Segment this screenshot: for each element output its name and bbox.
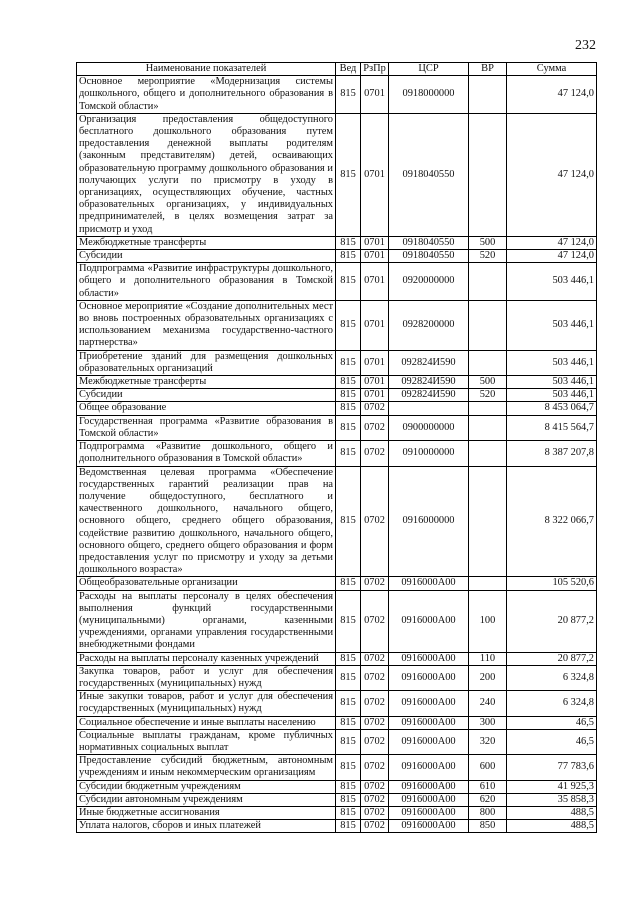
cell-csr: 0916000А00	[389, 691, 469, 716]
cell-vr: 520	[469, 389, 507, 402]
cell-ved: 815	[336, 755, 361, 780]
cell-ved: 815	[336, 665, 361, 690]
cell-vr	[469, 441, 507, 466]
cell-ved: 815	[336, 716, 361, 729]
cell-vr	[469, 76, 507, 114]
cell-sum: 41 925,3	[507, 780, 597, 793]
cell-ved: 815	[336, 806, 361, 819]
table-row	[77, 716, 597, 729]
table-row	[77, 806, 597, 819]
cell-sum: 35 858,3	[507, 793, 597, 806]
table-header	[77, 63, 597, 76]
cell-name: Межбюджетные трансферты	[77, 376, 336, 389]
cell-csr	[389, 402, 469, 415]
cell-ved: 815	[336, 577, 361, 590]
header-row	[77, 63, 597, 76]
cell-csr: 092824И590	[389, 376, 469, 389]
cell-name: Основное мероприятие «Создание дополнительных мест во вновь построенных образовательных организациях с использованием механизма государственно-частного партнерства»	[77, 300, 336, 350]
cell-vr	[469, 113, 507, 236]
cell-sum: 20 877,2	[507, 590, 597, 652]
table-row	[77, 402, 597, 415]
cell-csr: 0916000А00	[389, 820, 469, 833]
table-row	[77, 793, 597, 806]
cell-csr: 0916000А00	[389, 652, 469, 665]
cell-sum: 503 446,1	[507, 350, 597, 375]
cell-sum: 47 124,0	[507, 76, 597, 114]
cell-rzpr: 0702	[361, 652, 389, 665]
cell-ved: 815	[336, 402, 361, 415]
cell-sum: 47 124,0	[507, 236, 597, 249]
cell-rzpr: 0702	[361, 665, 389, 690]
cell-name: Организация предоставления общедоступного бесплатного дошкольного образования путем предоставления денежной выплаты родителям (законным представителям) детей, осваивающих образовательную программу дошкольного образования и получающих услуги по присмотру в уходу в организациях, осуществляющих обучение, частных образовательных организациях, у индивидуальных предпринимателей, в целях возмещения затрат за присмотр и уход	[77, 113, 336, 236]
cell-rzpr: 0702	[361, 729, 389, 754]
cell-csr: 0916000А00	[389, 780, 469, 793]
cell-name: Субсидии	[77, 389, 336, 402]
table-row	[77, 466, 597, 577]
cell-ved: 815	[336, 389, 361, 402]
cell-vr: 500	[469, 376, 507, 389]
cell-csr: 0916000А00	[389, 806, 469, 819]
table-row	[77, 652, 597, 665]
cell-name: Субсидии	[77, 250, 336, 263]
table-row	[77, 665, 597, 690]
cell-name: Субсидии автономным учреждениям	[77, 793, 336, 806]
cell-vr: 300	[469, 716, 507, 729]
header-rzpr: РзПр	[361, 63, 389, 76]
cell-name: Закупка товаров, работ и услуг для обеспечения государственных (муниципальных) нужд	[77, 665, 336, 690]
cell-ved: 815	[336, 113, 361, 236]
cell-csr: 0916000А00	[389, 716, 469, 729]
cell-vr: 850	[469, 820, 507, 833]
cell-vr: 320	[469, 729, 507, 754]
cell-csr: 0918040550	[389, 113, 469, 236]
cell-sum: 105 520,6	[507, 577, 597, 590]
cell-ved: 815	[336, 236, 361, 249]
cell-ved: 815	[336, 300, 361, 350]
cell-sum: 47 124,0	[507, 113, 597, 236]
cell-rzpr: 0701	[361, 263, 389, 301]
cell-csr: 0920000000	[389, 263, 469, 301]
header-sum: Сумма	[507, 63, 597, 76]
cell-sum: 488,5	[507, 820, 597, 833]
cell-name: Иные бюджетные ассигнования	[77, 806, 336, 819]
table-row	[77, 263, 597, 301]
cell-sum: 8 322 066,7	[507, 466, 597, 577]
cell-ved: 815	[336, 263, 361, 301]
table-row	[77, 350, 597, 375]
cell-vr	[469, 300, 507, 350]
cell-rzpr: 0701	[361, 113, 389, 236]
cell-rzpr: 0702	[361, 415, 389, 440]
cell-name: Основное мероприятие «Модернизация системы дошкольного, общего и дополнительного образования в Томской области»	[77, 76, 336, 114]
cell-rzpr: 0702	[361, 716, 389, 729]
cell-ved: 815	[336, 376, 361, 389]
cell-name: Предоставление субсидий бюджетным, автономным учреждениям и иным некоммерческим организациям	[77, 755, 336, 780]
cell-csr: 0916000А00	[389, 729, 469, 754]
cell-csr: 0916000А00	[389, 590, 469, 652]
table-row	[77, 415, 597, 440]
cell-rzpr: 0701	[361, 236, 389, 249]
table-row	[77, 76, 597, 114]
cell-sum: 77 783,6	[507, 755, 597, 780]
cell-rzpr: 0701	[361, 300, 389, 350]
cell-rzpr: 0702	[361, 820, 389, 833]
cell-sum: 46,5	[507, 716, 597, 729]
cell-rzpr: 0702	[361, 590, 389, 652]
cell-vr: 610	[469, 780, 507, 793]
cell-csr: 0918040550	[389, 236, 469, 249]
cell-csr: 0918040550	[389, 250, 469, 263]
cell-name: Расходы на выплаты персоналу казенных учреждений	[77, 652, 336, 665]
cell-name: Общее образование	[77, 402, 336, 415]
table-row	[77, 376, 597, 389]
cell-ved: 815	[336, 415, 361, 440]
cell-sum: 6 324,8	[507, 691, 597, 716]
table-row	[77, 780, 597, 793]
cell-name: Государственная программа «Развитие образования в Томской области»	[77, 415, 336, 440]
cell-sum: 503 446,1	[507, 300, 597, 350]
cell-vr: 200	[469, 665, 507, 690]
cell-name: Социальные выплаты гражданам, кроме публичных нормативных социальных выплат	[77, 729, 336, 754]
cell-name: Расходы на выплаты персоналу в целях обеспечения выполнения функций государственными (муниципальными) органами, казенными учреждениями, органами управления государственными внебюджетными фондами	[77, 590, 336, 652]
cell-ved: 815	[336, 441, 361, 466]
cell-rzpr: 0702	[361, 780, 389, 793]
cell-vr	[469, 466, 507, 577]
table-row	[77, 755, 597, 780]
cell-csr: 0900000000	[389, 415, 469, 440]
cell-name: Подпрограмма «Развитие дошкольного, общего и дополнительного образования в Томской области»	[77, 441, 336, 466]
cell-sum: 46,5	[507, 729, 597, 754]
cell-name: Субсидии бюджетным учреждениям	[77, 780, 336, 793]
table-row	[77, 691, 597, 716]
table-row	[77, 590, 597, 652]
cell-rzpr: 0702	[361, 793, 389, 806]
cell-vr: 110	[469, 652, 507, 665]
cell-csr: 0928200000	[389, 300, 469, 350]
cell-ved: 815	[336, 793, 361, 806]
cell-csr: 0916000000	[389, 466, 469, 577]
cell-sum: 488,5	[507, 806, 597, 819]
cell-rzpr: 0702	[361, 755, 389, 780]
cell-ved: 815	[336, 652, 361, 665]
page-number: 232	[575, 38, 596, 53]
table-row	[77, 820, 597, 833]
table-row	[77, 389, 597, 402]
cell-rzpr: 0701	[361, 376, 389, 389]
cell-vr: 800	[469, 806, 507, 819]
table-row	[77, 300, 597, 350]
cell-sum: 6 324,8	[507, 665, 597, 690]
cell-rzpr: 0702	[361, 441, 389, 466]
cell-name: Общеобразовательные организации	[77, 577, 336, 590]
header-csr: ЦСР	[389, 63, 469, 76]
cell-ved: 815	[336, 729, 361, 754]
cell-sum: 47 124,0	[507, 250, 597, 263]
cell-ved: 815	[336, 590, 361, 652]
cell-rzpr: 0701	[361, 76, 389, 114]
cell-csr: 0916000А00	[389, 793, 469, 806]
cell-name: Иные закупки товаров, работ и услуг для обеспечения государственных (муниципальных) нужд	[77, 691, 336, 716]
cell-sum: 8 453 064,7	[507, 402, 597, 415]
table-row	[77, 441, 597, 466]
cell-vr: 620	[469, 793, 507, 806]
cell-name: Уплата налогов, сборов и иных платежей	[77, 820, 336, 833]
cell-csr: 0916000А00	[389, 577, 469, 590]
cell-sum: 503 446,1	[507, 263, 597, 301]
cell-name: Социальное обеспечение и иные выплаты населению	[77, 716, 336, 729]
cell-ved: 815	[336, 820, 361, 833]
cell-sum: 8 387 207,8	[507, 441, 597, 466]
table-row	[77, 729, 597, 754]
cell-vr: 240	[469, 691, 507, 716]
budget-table	[76, 62, 597, 833]
cell-vr: 100	[469, 590, 507, 652]
cell-name: Подпрограмма «Развитие инфраструктуры дошкольного, общего и дополнительного образования в Томской области»	[77, 263, 336, 301]
cell-rzpr: 0702	[361, 466, 389, 577]
cell-csr: 092824И590	[389, 389, 469, 402]
cell-ved: 815	[336, 250, 361, 263]
cell-rzpr: 0702	[361, 402, 389, 415]
cell-csr: 0916000А00	[389, 665, 469, 690]
table-row	[77, 236, 597, 249]
cell-csr: 0918000000	[389, 76, 469, 114]
cell-name: Приобретение зданий для размещения дошкольных образовательных организаций	[77, 350, 336, 375]
cell-csr: 0910000000	[389, 441, 469, 466]
cell-rzpr: 0701	[361, 350, 389, 375]
cell-ved: 815	[336, 466, 361, 577]
cell-sum: 503 446,1	[507, 376, 597, 389]
cell-name: Межбюджетные трансферты	[77, 236, 336, 249]
header-ved: Вед	[336, 63, 361, 76]
header-name: Наименование показателей	[77, 63, 336, 76]
table-row	[77, 113, 597, 236]
cell-sum: 503 446,1	[507, 389, 597, 402]
cell-rzpr: 0702	[361, 691, 389, 716]
cell-vr: 500	[469, 236, 507, 249]
cell-sum: 20 877,2	[507, 652, 597, 665]
table-body	[77, 76, 597, 833]
cell-rzpr: 0701	[361, 389, 389, 402]
table-row	[77, 577, 597, 590]
cell-vr	[469, 577, 507, 590]
header-vr: ВР	[469, 63, 507, 76]
cell-sum: 8 415 564,7	[507, 415, 597, 440]
cell-vr	[469, 415, 507, 440]
cell-vr: 520	[469, 250, 507, 263]
cell-csr: 092824И590	[389, 350, 469, 375]
cell-rzpr: 0701	[361, 250, 389, 263]
cell-ved: 815	[336, 780, 361, 793]
cell-vr	[469, 350, 507, 375]
table-row	[77, 250, 597, 263]
cell-csr: 0916000А00	[389, 755, 469, 780]
cell-vr	[469, 263, 507, 301]
cell-ved: 815	[336, 76, 361, 114]
cell-name: Ведомственная целевая программа «Обеспечение государственных гарантий реализации прав на получение общедоступного, бесплатного и качественного дошкольного, начального общего, основного общего, среднего общего образования, содействие развитию дошкольного, начального общего, основного общего, среднего общего образования и форм предоставления услуг по присмотру и уходу за детьми дошкольного возраста»	[77, 466, 336, 577]
cell-ved: 815	[336, 350, 361, 375]
cell-ved: 815	[336, 691, 361, 716]
cell-rzpr: 0702	[361, 577, 389, 590]
cell-vr	[469, 402, 507, 415]
cell-rzpr: 0702	[361, 806, 389, 819]
cell-vr: 600	[469, 755, 507, 780]
